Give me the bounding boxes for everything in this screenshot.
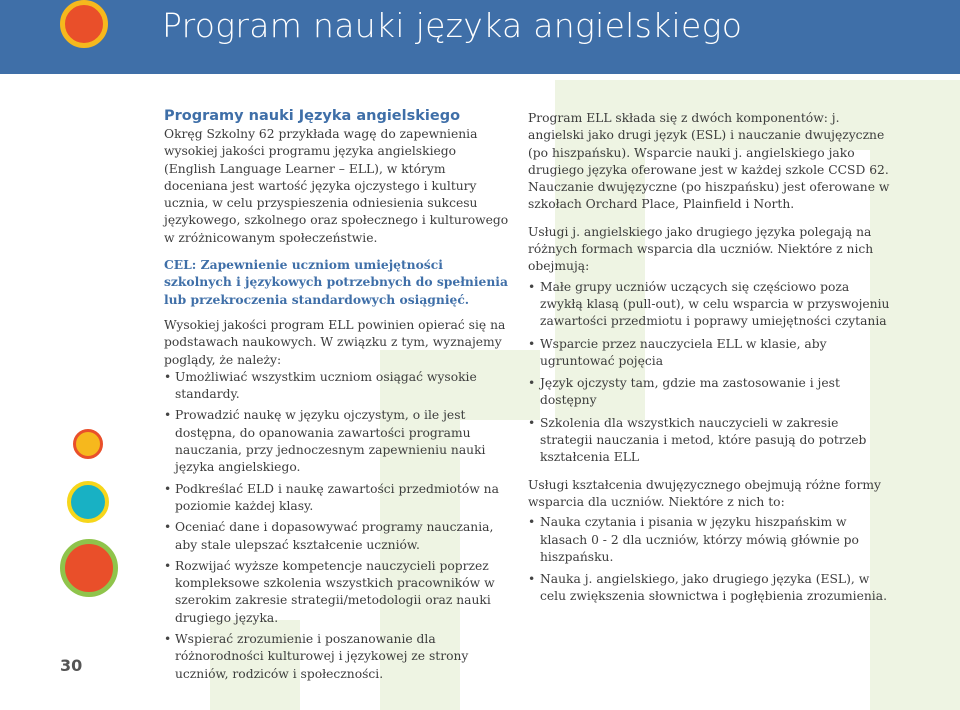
list-item: • Oceniać dane i dopasowywać programy nauczania, aby stale ulepszać kształcenie uczniów. xyxy=(164,519,510,554)
list-item: • Małe grupy uczniów uczących się częściowo poza zwykłą klasą (pull-out), w celu wsparcia w przyswojeniu zawartości przedmiotu i poprawy umiejętności czytania xyxy=(528,279,890,331)
page-number: 30 xyxy=(60,656,83,675)
goal-statement: CEL: Zapewnienie uczniom umiejętności szkolnych i językowych potrzebnych do spełnienia lub przekroczenia standardowych osiągnięć. xyxy=(164,257,508,307)
list-item: • Język ojczysty tam, gdzie ma zastosowanie i jest dostępny xyxy=(528,375,890,410)
list-item: • Podkreślać ELD i naukę zawartości przedmiotów na poziomie każdej klasy. xyxy=(164,481,510,516)
left-column xyxy=(164,108,510,683)
right-column xyxy=(528,110,890,606)
bilingual-services-paragraph: Usługi kształcenia dwujęzycznego obejmują różne formy wsparcia dla uczniów. Niektóre z nich to: xyxy=(528,477,881,509)
list-item: • Umożliwiać wszystkim uczniom osiągać wysokie standardy. xyxy=(164,369,510,404)
list-item: • Wsparcie przez nauczyciela ELL w klasie, aby ugruntować pojęcia xyxy=(528,336,890,371)
section-title: Programy nauki Języka angielskiego xyxy=(164,108,461,124)
lead-paragraph: Wysokiej jakości program ELL powinien opierać się na podstawach naukowych. W związku z tym, wyznajemy poglądy, że należy: xyxy=(164,317,506,367)
bilingual-services-list xyxy=(528,514,890,605)
list-item: • Nauka czytania i pisania w języku hiszpańskim w klasach 0 - 2 dla uczniów, którzy mówią głównie po hiszpańsku. xyxy=(528,514,890,566)
list-item: • Rozwijać wyższe kompetencje nauczycieli poprzez kompleksowe szkolenia wszystkich pracowników w szerokim zakresie strategii/metodologii oraz nauki drugiego języka. xyxy=(164,558,510,627)
decorative-circle-red xyxy=(60,539,118,597)
principles-list xyxy=(164,369,510,683)
intro-paragraph: Okręg Szkolny 62 przykłada wagę do zapewnienia wysokiej jakości programu języka angielskiego (English Language Learner – ELL), w którym doceniana jest wartość języka ojczystego i kultury ucznia, w celu przyspieszenia odniesienia sukcesu językowego, szkolnego oraz społecznego i kulturowego w zróżnicowanym społeczeństwie. xyxy=(164,127,509,245)
list-item: • Prowadzić naukę w języku ojczystym, o ile jest dostępna, do opanowania zawartości programu nauczania, przy jednoczesnym zapewnieniu nauki języka angielskiego. xyxy=(164,407,510,476)
decorative-circle-orange xyxy=(60,0,108,48)
program-paragraph: Program ELL składa się z dwóch komponentów: j. angielski jako drugi język (ESL) i nauczanie dwujęzyczne (po hiszpańsku). Wsparcie nauki j. angielskiego jako drugiego języka oferowane jest w każdej szkole CCSD 62. Nauczanie dwujęzyczne (po hiszpańsku) jest oferowane w szkołach Orchard Place, Plainfield i North. xyxy=(528,111,890,212)
esl-services-list xyxy=(528,279,890,467)
decorative-circle-yellow xyxy=(73,429,103,459)
page-title: Program nauki języka angielskiego xyxy=(162,6,743,45)
list-item: • Wspierać zrozumienie i poszanowanie dla różnorodności kulturowej i językowej ze strony uczniów, rodziców i społeczności. xyxy=(164,631,510,683)
decorative-circle-teal xyxy=(67,481,109,523)
list-item: • Szkolenia dla wszystkich nauczycieli w zakresie strategii nauczania i metod, które pasują do potrzeb kształcenia ELL xyxy=(528,415,890,467)
esl-services-paragraph: Usługi j. angielskiego jako drugiego języka polegają na różnych formach wsparcia dla uczniów. Niektóre z nich obejmują: xyxy=(528,224,874,274)
list-item: • Nauka j. angielskiego, jako drugiego języka (ESL), w celu zwiększenia słownictwa i pogłębienia zrozumienia. xyxy=(528,571,890,606)
